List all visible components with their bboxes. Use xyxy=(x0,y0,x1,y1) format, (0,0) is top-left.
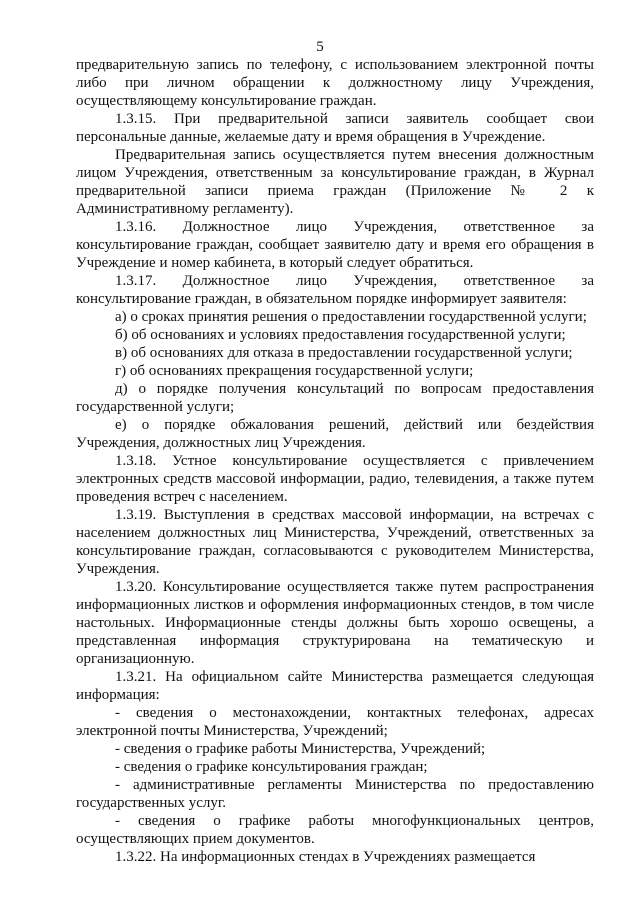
paragraph-1-3-22: 1.3.22. На информационных стендах в Учреждениях размещается xyxy=(115,849,536,865)
list-item-dash-consulting: - сведения о графике консультирования граждан; xyxy=(115,759,428,775)
list-item-e: е) о порядке обжалования решений, действий или бездействия Учреждения, должностных лиц Учреждения. xyxy=(76,417,594,451)
list-item-dash-mfc: - сведения о графике работы многофункциональных центров, осуществляющих прием документов. xyxy=(76,813,594,847)
paragraph-1-3-17: 1.3.17. Должностное лицо Учреждения, ответственное за консультирование граждан, в обязательном порядке информирует заявителя: xyxy=(76,273,594,307)
document-body xyxy=(76,56,594,866)
list-item-a: а) о сроках принятия решения о предоставлении государственной услуги; xyxy=(115,309,587,325)
list-item-dash-location: - сведения о местонахождении, контактных телефонах, адресах электронной почты Министерства, Учреждений; xyxy=(76,705,594,739)
list-item-g: г) об основаниях прекращения государственной услуги; xyxy=(115,363,474,379)
paragraph-1-3-20: 1.3.20. Консультирование осуществляется также путем распространения информационных листков и оформления информационных стендов, в том числе настольных. Информационные стенды должны быть хорошо освещены, а представленная информация структурирована на тематическую и организационную. xyxy=(76,579,594,667)
paragraph-1-3-18: 1.3.18. Устное консультирование осуществляется с привлечением электронных средств массовой информации, радио, телевидения, а также путем проведения встреч с населением. xyxy=(76,453,594,505)
list-item-d: д) о порядке получения консультаций по вопросам предоставления государственной услуги; xyxy=(76,381,594,415)
paragraph-1-3-21: 1.3.21. На официальном сайте Министерства размещается следующая информация: xyxy=(76,669,594,703)
paragraph-continuation: предварительную запись по телефону, с использованием электронной почты либо при личном обращении к должностному лицу Учреждения, осуществляющему консультирование граждан. xyxy=(76,57,594,109)
list-item-b: б) об основаниях и условиях предоставления государственной услуги; xyxy=(115,327,566,343)
list-item-dash-regulations: - административные регламенты Министерства по предоставлению государственных услуг. xyxy=(76,777,594,811)
paragraph-1-3-15: 1.3.15. При предварительной записи заявитель сообщает свои персональные данные, желаемые дату и время обращения в Учреждение. xyxy=(76,111,594,145)
page-number: 5 xyxy=(316,39,324,55)
list-item-dash-schedule: - сведения о графике работы Министерства, Учреждений; xyxy=(115,741,486,757)
paragraph-1-3-16: 1.3.16. Должностное лицо Учреждения, ответственное за консультирование граждан, сообщает заявителю дату и время его обращения в Учреждение и номер кабинета, в который следует обратиться. xyxy=(76,219,594,271)
paragraph-pre-registration: Предварительная запись осуществляется путем внесения должностным лицом Учреждения, ответственным за консультирование граждан, в Журнал предварительной записи приема граждан (Приложение № 2 к Административному регламенту). xyxy=(76,147,594,217)
paragraph-1-3-19: 1.3.19. Выступления в средствах массовой информации, на встречах с населением должностных лиц Министерства, Учреждений, ответственных за консультирование граждан, согласовываются с руководителем Министерства, Учреждения. xyxy=(76,507,594,577)
list-item-v: в) об основаниях для отказа в предоставлении государственной услуги; xyxy=(115,345,573,361)
